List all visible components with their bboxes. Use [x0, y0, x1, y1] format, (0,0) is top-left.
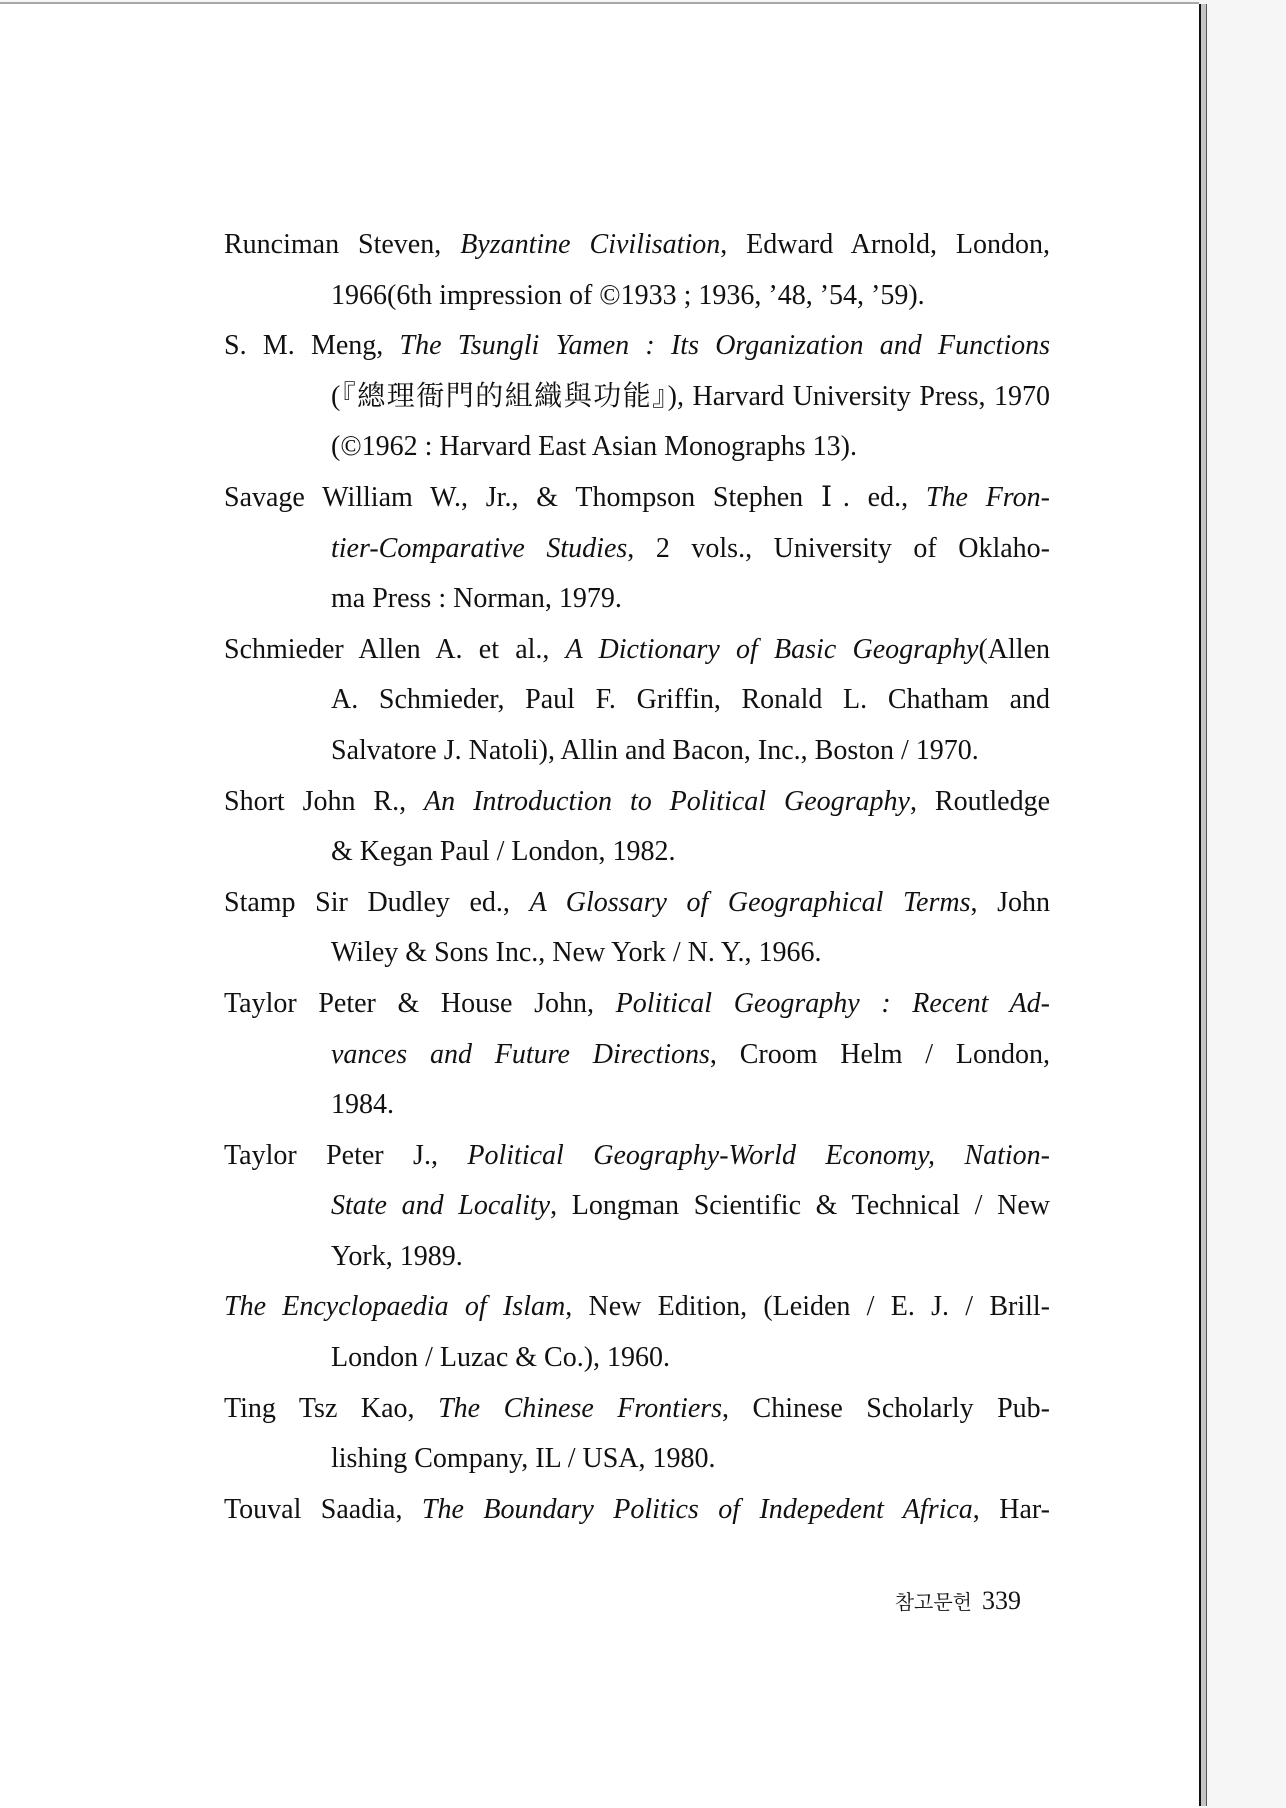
title-text: The Chinese Frontiers	[438, 1392, 723, 1424]
title-text: The Boundary Politics of Indepedent Africa	[421, 1493, 973, 1525]
entry-line	[331, 1232, 1050, 1283]
bibliography-list	[224, 220, 1050, 1535]
entry-line	[224, 473, 1050, 524]
citation-text: (©1962 : Harvard East Asian Monographs 13).	[331, 431, 857, 463]
entry-line	[331, 928, 1050, 979]
bibliography-entry	[224, 1485, 1050, 1536]
entry-line	[224, 979, 1050, 1030]
citation-text: , 2 vols., University of Oklaho-	[627, 532, 1050, 564]
bibliography-entry	[224, 1384, 1050, 1485]
title-text: The Encyclopaedia of Islam	[224, 1291, 566, 1323]
entry-line	[331, 1080, 1050, 1131]
citation-text: A. Schmieder, Paul F. Griffin, Ronald L. Chatham and	[331, 684, 1050, 716]
citation-text: , New Edition, (Leiden / E. J. / Brill-	[565, 1291, 1051, 1323]
title-text: State and Locality	[331, 1190, 551, 1222]
citation-text: Stamp Sir Dudley ed.,	[224, 886, 530, 918]
citation-text: Taylor Peter J.,	[224, 1139, 468, 1171]
citation-text: , Routledge	[909, 785, 1051, 817]
citation-text: Short John R.,	[224, 785, 425, 817]
bibliography-entry	[224, 878, 1050, 979]
running-head: 참고문헌	[894, 1590, 972, 1614]
title-text: A Glossary of Geographical Terms	[529, 886, 971, 918]
bibliography-entry	[224, 1282, 1050, 1383]
entry-line	[224, 1384, 1050, 1435]
title-text: Political Geography-World Economy, Nation-	[467, 1139, 1050, 1171]
citation-text: Savage William W., Jr., & Thompson Stephen Ⅰ. ed.,	[224, 481, 926, 513]
entry-line	[331, 271, 1050, 322]
citation-text: Runciman Steven,	[224, 229, 461, 260]
citation-text: , Har-	[972, 1493, 1050, 1525]
entry-line	[331, 372, 1050, 423]
title-text: Political Geography : Recent Ad-	[615, 987, 1051, 1019]
citation-text: & Kegan Paul / London, 1982.	[331, 836, 676, 868]
entry-line	[224, 1282, 1050, 1333]
bibliography-entry	[224, 1131, 1050, 1283]
entry-line	[331, 524, 1050, 575]
bibliography-entry	[224, 777, 1050, 878]
citation-text: Taylor Peter & House John,	[224, 987, 616, 1019]
entry-line	[331, 422, 1050, 473]
citation-text: , Edward Arnold, London,	[720, 229, 1050, 260]
title-text: Byzantine Civilisation	[460, 229, 721, 260]
page-edge	[1199, 4, 1207, 1806]
citation-text: 1966(6th impression of ©1933 ; 1936, ’48, ’54, ’59).	[331, 279, 925, 311]
title-text: A Dictionary of Basic Geography	[565, 633, 979, 665]
entry-line	[331, 827, 1050, 878]
citation-text: Ting Tsz Kao,	[224, 1392, 439, 1424]
citation-text: 1984.	[331, 1089, 394, 1121]
citation-text: Wiley & Sons Inc., New York / N. Y., 1966.	[331, 937, 822, 969]
page-number: 339	[982, 1586, 1021, 1615]
title-text: vances and Future Directions	[331, 1038, 710, 1070]
bibliography-entry	[224, 625, 1050, 777]
citation-text: London / Luzac & Co.), 1960.	[331, 1342, 671, 1374]
title-text: The Tsungli Yamen : Its Organization and Functions	[399, 330, 1051, 362]
entry-line	[331, 1030, 1050, 1081]
bibliography-entry	[224, 321, 1050, 473]
entry-line	[224, 625, 1050, 676]
entry-line	[331, 1181, 1050, 1232]
entry-line	[331, 726, 1050, 777]
citation-text: S. M. Meng,	[224, 330, 400, 362]
entry-line	[224, 777, 1050, 828]
citation-text: Salvatore J. Natoli), Allin and Bacon, Inc., Boston / 1970.	[331, 734, 979, 766]
title-text: tier-Comparative Studies	[331, 532, 628, 564]
citation-text: Schmieder Allen A. et al.,	[224, 633, 566, 665]
citation-text: Touval Saadia,	[224, 1493, 422, 1525]
title-text: The Fron-	[925, 481, 1050, 513]
bibliography-entry	[224, 473, 1050, 625]
page-footer	[895, 1586, 1021, 1616]
citation-text: (『總理衙門的組織與功能』), Harvard University Press, 1970	[331, 380, 1050, 412]
entry-line	[331, 1333, 1050, 1384]
citation-text: York, 1989.	[331, 1240, 463, 1272]
entry-line	[224, 1131, 1050, 1182]
citation-text: lishing Company, IL / USA, 1980.	[331, 1443, 716, 1475]
citation-text: , Longman Scientific & Technical / New	[550, 1190, 1050, 1222]
entry-line	[331, 1434, 1050, 1485]
citation-text: (Allen	[978, 633, 1050, 665]
citation-text: , Croom Helm / London,	[709, 1038, 1050, 1070]
bibliography-entry	[224, 979, 1050, 1131]
entry-line	[224, 220, 1050, 271]
entry-line	[224, 878, 1050, 929]
citation-text: , John	[970, 886, 1051, 918]
entry-line	[224, 1485, 1050, 1536]
entry-line	[331, 675, 1050, 726]
citation-text: , Chinese Scholarly Pub-	[722, 1392, 1051, 1424]
title-text: An Introduction to Political Geography	[424, 785, 910, 817]
entry-line	[331, 574, 1050, 625]
citation-text: ma Press : Norman, 1979.	[331, 583, 622, 615]
entry-line	[224, 321, 1050, 372]
bibliography-entry	[224, 220, 1050, 321]
